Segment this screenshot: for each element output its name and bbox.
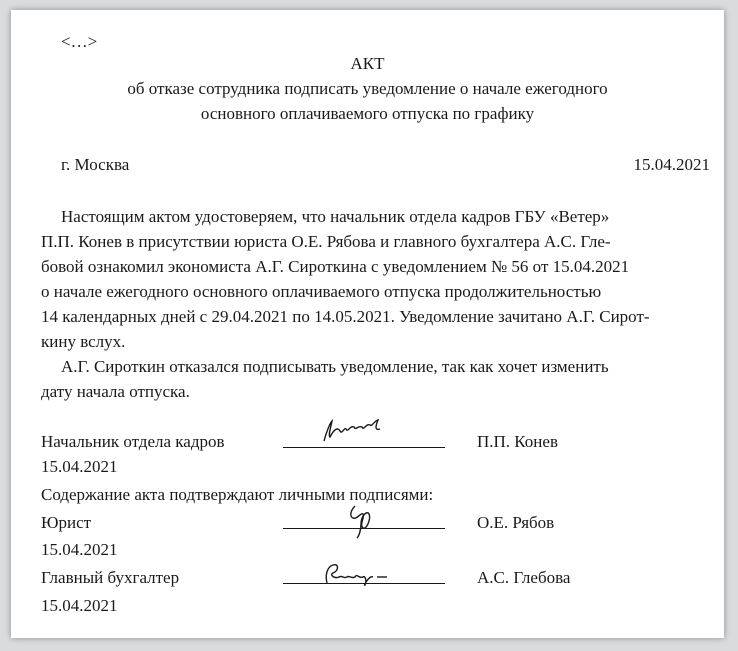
signer-2-name: О.Е. Рябов	[477, 513, 555, 532]
document-subtitle-line-1: об отказе сотрудника подписать уведомление о начале ежегодного	[127, 79, 608, 98]
signature-line-2	[283, 528, 445, 529]
signature-1-image	[316, 415, 388, 445]
signature-3-image	[317, 561, 397, 589]
confirmation-text: Содержание акта подтверждают личными подписями:	[41, 485, 434, 504]
paragraph-1-line-1: Настоящим актом удостоверяем, что начальник отдела кадров ГБУ «Ветер»	[61, 207, 610, 226]
paragraph-2-line-1: А.Г. Сироткин отказался подписывать уведомление, так как хочет изменить	[61, 357, 609, 376]
document-page	[11, 10, 724, 638]
signature-2-image	[341, 502, 381, 540]
ellipsis-marker: <…>	[61, 32, 98, 51]
paragraph-1-line-2: П.П. Конев в присутствии юриста О.Е. Рябова и главного бухгалтера А.С. Гле-	[41, 232, 611, 251]
signer-3-date: 15.04.2021	[41, 596, 118, 615]
signer-1-name: П.П. Конев	[477, 432, 558, 451]
signer-2-role: Юрист	[41, 513, 92, 532]
signer-1-role: Начальник отдела кадров	[41, 432, 225, 451]
signer-3-name: А.С. Глебова	[477, 568, 571, 587]
city: г. Москва	[61, 155, 130, 174]
paragraph-1-line-6: кину вслух.	[41, 332, 126, 351]
paragraph-2-line-2: дату начала отпуска.	[41, 382, 190, 401]
document-date: 15.04.2021	[633, 155, 710, 174]
signer-1-date: 15.04.2021	[41, 457, 118, 476]
signature-line-1	[283, 447, 445, 448]
document-subtitle-line-2: основного оплачиваемого отпуска по графику	[200, 104, 535, 123]
signer-2-date: 15.04.2021	[41, 540, 118, 559]
signature-line-3	[283, 583, 445, 584]
document-title: АКТ	[350, 54, 385, 73]
paragraph-1-line-4: о начале ежегодного основного оплачиваемого отпуска продолжительностью	[41, 282, 602, 301]
signer-3-role: Главный бухгалтер	[41, 568, 180, 587]
paragraph-1-line-3: бовой ознакомил экономиста А.Г. Сироткина с уведомлением № 56 от 15.04.2021	[41, 257, 630, 276]
paragraph-1-line-5: 14 календарных дней с 29.04.2021 по 14.05.2021. Уведомление зачитано А.Г. Сирот-	[41, 307, 650, 326]
